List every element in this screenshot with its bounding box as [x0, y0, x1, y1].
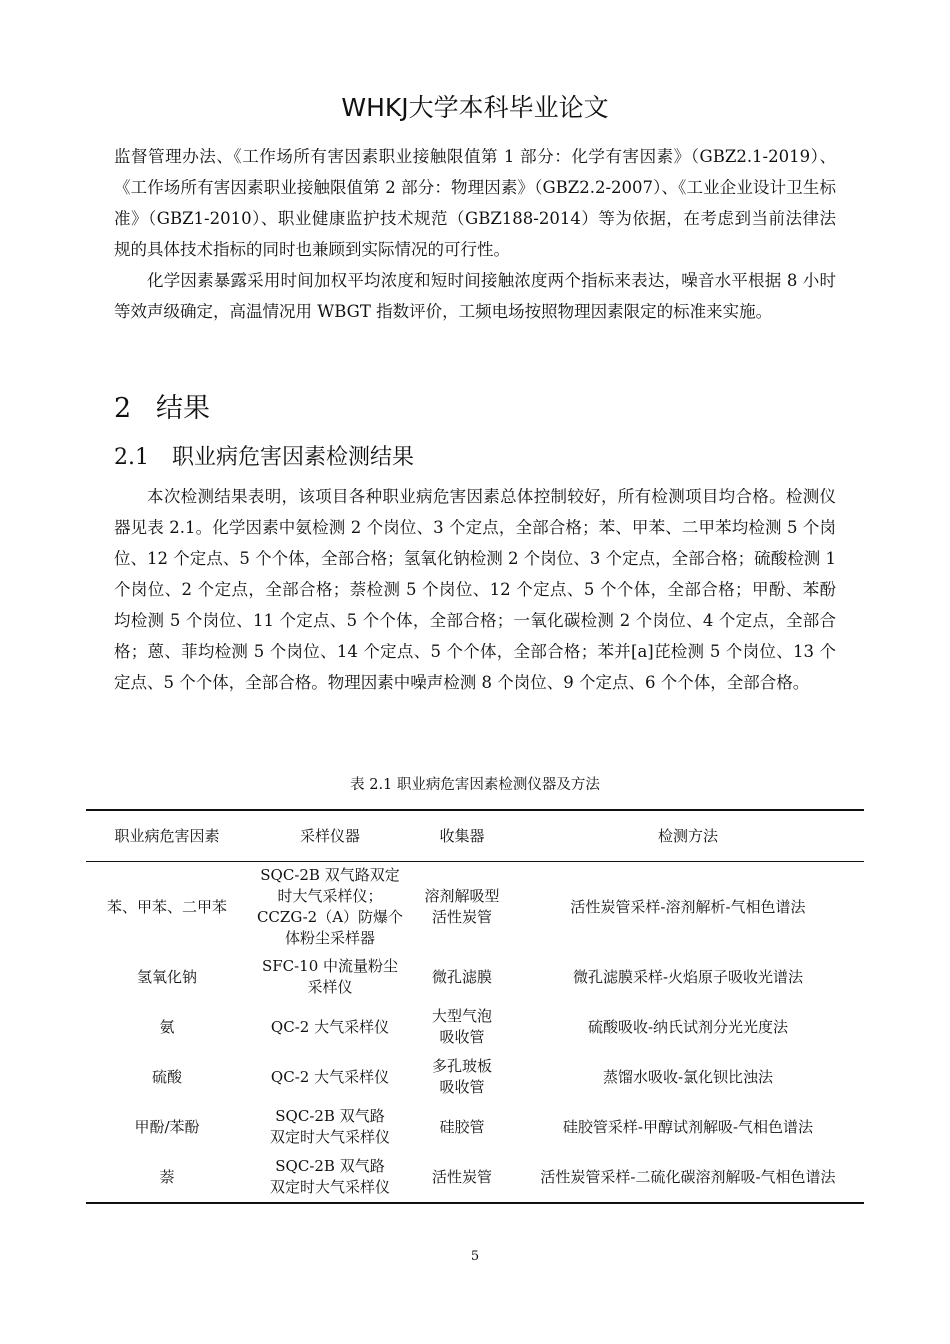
page-number: 5 — [470, 1249, 480, 1264]
cell-line: 双定时大气采样仪 — [269, 1128, 390, 1146]
cell-line: 体粉尘采样器 — [284, 929, 375, 947]
cell-line: 活性炭管 — [431, 1167, 492, 1186]
cell-line: SQC-2B 双气路 — [275, 1107, 385, 1125]
cell-method: 活性炭管采样-二硫化碳溶剂解吸-气相色谱法 — [540, 1167, 836, 1186]
table-row — [86, 862, 864, 953]
paragraph-exposure-metrics: 化学因素暴露采用时间加权平均浓度和短时间接触浓度两个指标来表达，噪音水平根据 8 小时等效声级确定，高温情况用 WBGT 指数评价，工频电场按照物理因素限定的标准来实施。 — [114, 271, 836, 321]
cell-instrument — [248, 1002, 412, 1052]
header-method: 检测方法 — [512, 810, 864, 862]
paragraph-regulations: 监督管理办法、《工作场所有害因素职业接触限值第 1 部分：化学有害因素》（GBZ2.1-2019）、《工作场所有害因素职业接触限值第 2 部分：物理因素》（GBZ2.2-2007）、《工业企业设计卫生标准》（GBZ1-2010）、职业健康监护技术规范（GBZ188-2014）等为依据，在考虑到当前法律法规的具体技术指标的同时也兼顾到实际情况的可行性。 — [114, 147, 836, 259]
cell-line: 采样仪 — [307, 978, 353, 996]
section-number: 2 — [114, 393, 132, 424]
cell-line: 溶剂解吸型 — [424, 887, 500, 905]
table-row — [86, 1102, 864, 1152]
cell-line: 吸收管 — [439, 1078, 485, 1096]
cell-line: 多孔玻板 — [431, 1057, 492, 1075]
section-heading — [114, 386, 210, 425]
table-header-row — [86, 810, 864, 862]
cell-method: 硅胶管采样-甲醇试剂解吸-气相色谱法 — [562, 1117, 814, 1136]
cell-factor: 氢氧化钠 — [136, 967, 197, 986]
cell-line: 微孔滤膜 — [431, 967, 492, 986]
cell-line: 活性炭管 — [431, 908, 492, 926]
cell-collector — [412, 1152, 512, 1203]
cell-method: 蒸馏水吸收-氯化钡比浊法 — [602, 1067, 774, 1086]
detection-instruments-table — [86, 809, 864, 1204]
cell-factor: 苯、甲苯、二甲苯 — [106, 897, 227, 916]
cell-instrument — [248, 952, 412, 1002]
cell-instrument — [248, 1052, 412, 1102]
subsection-heading — [114, 440, 414, 471]
table-caption: 表 2.1 职业病危害因素检测仪器及方法 — [350, 777, 600, 793]
section-title: 结果 — [156, 393, 210, 424]
table-row — [86, 1152, 864, 1203]
cell-line: QC-2 大气采样仪 — [270, 1017, 390, 1036]
cell-method: 硫酸吸收-纳氏试剂分光光度法 — [587, 1017, 789, 1036]
header-collector: 收集器 — [412, 810, 512, 862]
cell-line: CCZG-2（A）防爆个 — [256, 908, 404, 926]
cell-factor: 萘 — [159, 1167, 175, 1186]
table-row — [86, 952, 864, 1002]
header-factor: 职业病危害因素 — [86, 810, 248, 862]
cell-collector — [412, 1002, 512, 1052]
paragraph-results: 本次检测结果表明，该项目各种职业病危害因素总体控制较好，所有检测项目均合格。检测仪器见表 2.1。化学因素中氨检测 2 个岗位、3 个定点，全部合格；苯、甲苯、二甲苯均检测 5 个岗位、12 个定点、5 个个体，全部合格；氢氧化钠检测 2 个岗位、3 个定点，全部合格；硫酸检测 1 个岗位、2 个定点，全部合格；萘检测 5 个岗位、12 个定点、5 个个体，全部合格；甲酚、苯酚均检测 5 个岗位、11 个定点、5 个个体，全部合格；一氧化碳检测 2 个岗位、4 个定点，全部合格；蒽、菲均检测 5 个岗位、14 个定点、5 个个体，全部合格；苯并[a]芘检测 5 个岗位、13 个定点、5 个个体，全部合格。物理因素中噪声检测 8 个岗位、9 个定点、6 个个体，全部合格。 — [114, 487, 836, 692]
table-row — [86, 1002, 864, 1052]
header-instrument: 采样仪器 — [248, 810, 412, 862]
cell-line: SFC-10 中流量粉尘 — [261, 957, 399, 975]
cell-instrument — [248, 862, 412, 953]
subsection-title: 职业病危害因素检测结果 — [172, 445, 415, 470]
cell-line: 双定时大气采样仪 — [269, 1178, 390, 1196]
cell-line: QC-2 大气采样仪 — [270, 1067, 390, 1086]
cell-line: 硅胶管 — [439, 1117, 485, 1136]
subsection-number: 2.1 — [114, 445, 149, 470]
cell-method: 微孔滤膜采样-火焰原子吸收光谱法 — [572, 967, 804, 986]
cell-collector — [412, 862, 512, 953]
cell-instrument — [248, 1102, 412, 1152]
cell-method: 活性炭管采样-溶剂解析-气相色谱法 — [570, 897, 806, 916]
cell-collector — [412, 952, 512, 1002]
cell-factor: 甲酚/苯酚 — [134, 1117, 200, 1136]
cell-line: 吸收管 — [439, 1028, 485, 1046]
cell-line: SQC-2B 双气路 — [275, 1157, 385, 1175]
cell-line: SQC-2B 双气路双定 — [260, 866, 400, 884]
cell-instrument — [248, 1152, 412, 1203]
cell-line: 大型气泡 — [431, 1007, 492, 1025]
cell-line: 时大气采样仪； — [277, 887, 383, 905]
page-header-title: WHKJ大学本科毕业论文 — [341, 93, 609, 122]
table-row — [86, 1052, 864, 1102]
cell-collector — [412, 1102, 512, 1152]
cell-collector — [412, 1052, 512, 1102]
cell-factor: 氨 — [159, 1017, 175, 1036]
cell-factor: 硫酸 — [151, 1067, 182, 1086]
